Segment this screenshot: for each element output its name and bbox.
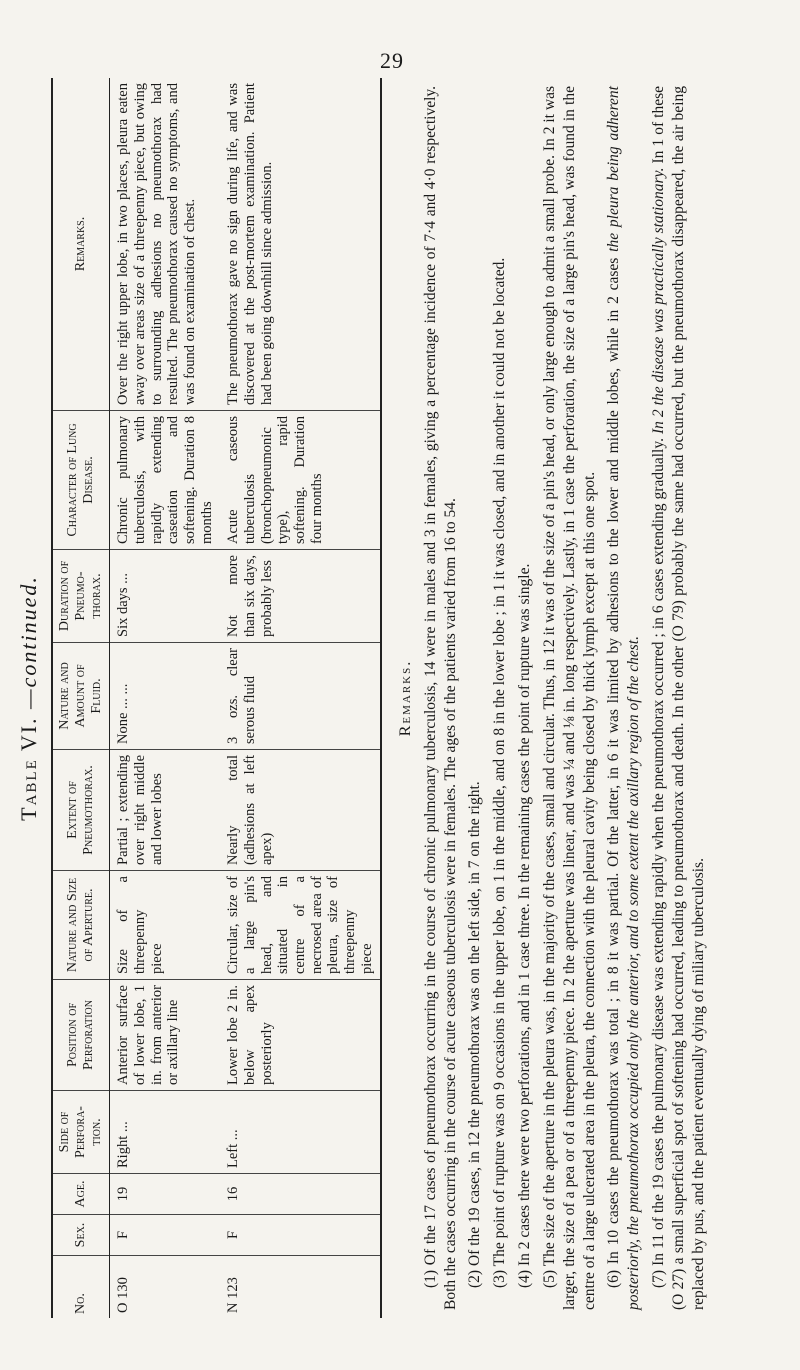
remark-7-italic: In 2 the disease was practically stationary. [650, 167, 668, 435]
cell-remarks: Over the right upper lobe, in two places, pleura eaten away over areas size of a threepenny piece, but owing to surrounding adhesions no pneumothorax had resulted. The pneumothorax caused no symptoms, and was found on examination of chest. [110, 78, 221, 411]
table-title [15, 68, 43, 1328]
cell-side: Right ... [110, 1091, 221, 1174]
cell-extent: Partial ; extending over right middle and lower lobes [110, 750, 221, 871]
header-sex: Sex. [52, 1215, 110, 1256]
cell-fluid: None ... ... [110, 643, 221, 750]
cell-sex: F [220, 1215, 381, 1256]
cell-remarks: The pneumothorax gave no sign during life, and was discovered at the post-mortem examination. Patient had been going downhill since admission. [220, 78, 381, 411]
header-fluid: Nature and Amount of Fluid. [52, 643, 110, 750]
table-row [220, 78, 381, 1318]
remark-7-text: (7) In 11 of the 19 cases the pulmonary disease was extending rapidly when the pneumothorax occurred ; in 6 cases extending gradually. [650, 434, 668, 1288]
remark-paragraph-4: (4) In 2 cases there were two perforations, and in 1 case three. In the remaining cases the point of rupture was single. [516, 563, 534, 1288]
header-age: Age. [52, 1174, 110, 1215]
header-remarks: Remarks. [52, 78, 110, 411]
remark-paragraph-2: (2) Of the 19 cases, in 12 the pneumothorax was on the left side, in 7 on the right. [466, 781, 484, 1288]
table-title-text: Table VI. [16, 716, 41, 821]
cell-position: Anterior surface of lower lobe, 1 in. from anterior or axillary line [110, 980, 221, 1091]
remark-6-italic: the pleura being adherent posteriorly, the pneumothorax occupied only the anterior, and to some extent the axillary region of the chest. [605, 86, 643, 1310]
cell-character: Acute caseous tuberculosis (bronchopneumonic type), rapid softening. Duration four months [220, 411, 381, 550]
cell-age: 19 [110, 1174, 221, 1215]
header-extent: Extent of Pneumothorax. [52, 750, 110, 871]
cell-age: 16 [220, 1174, 381, 1215]
cell-sex: F [110, 1215, 221, 1256]
header-position: Position of Perforation [52, 980, 110, 1091]
remark-paragraph-7 [649, 86, 708, 1310]
rotated-content [15, 68, 755, 1328]
table-title-continued: —continued. [16, 575, 41, 709]
cell-extent: Nearly total (adhesions at left apex) [220, 750, 381, 871]
header-side: Side of Perfora-tion. [52, 1091, 110, 1174]
remark-paragraph-6 [604, 86, 644, 1310]
remark-paragraph-5: (5) The size of the aperture in the pleura was, in the majority of the cases, small and circular. Thus, in 12 it was of the size of a pin's head, or only large enough to admit a small probe. In 2 it was larger, the size of a pea or of a threepenny piece. In 2 the aperture was linear, and was ¼ and ⅛ in. long respectively. Lastly, in 1 case the perforation, the size of a large pin's head, was found in the centre of a large ulcerated area in the pleura, the connection with the pleural cavity being closed by thick lymph except at this one spot. [540, 86, 598, 1310]
header-no: No. [52, 1256, 110, 1319]
page-number: 29 [380, 48, 404, 73]
header-aperture: Nature and Size of Aperture. [52, 871, 110, 980]
cell-no: O 130 [115, 1277, 132, 1313]
table-row [110, 78, 221, 1318]
cell-aperture: Size of a threepenny piece [110, 871, 221, 980]
header-duration: Duration of Pneumo-thorax. [52, 550, 110, 643]
cell-duration: Six days ... [110, 550, 221, 643]
remark-7-text-end: In 1 of these (O 27) a small superficial spot of softening had occurred, leading to pneumothorax and death. In the other (O 79) probably the same had occurred, but the pneumothorax disappeared, the air being replaced by pus, and the patient eventually dying of miliary tuberculosis. [650, 86, 707, 1310]
remark-6-text: (6) In 10 cases the pneumothorax was total ; in 8 it was partial. Of the latter, in 6 it was limited by adhesions to the lower and middle lobes, while in 2 cases [605, 251, 623, 1288]
table-vi [51, 78, 382, 1318]
remarks-section [396, 86, 708, 1310]
table-header-row [52, 78, 110, 1318]
cell-fluid: 3 ozs. clear serous fluid [220, 643, 381, 750]
cell-side: Left ... [220, 1091, 381, 1174]
header-character: Character of Lung Disease. [52, 411, 110, 550]
cell-position: Lower lobe 2 in. below apex posteriorly [220, 980, 381, 1091]
remark-paragraph-3: (3) The point of rupture was on 9 occasions in the upper lobe, on 1 in the middle, and on 8 in the lower lobe ; in 1 it was closed, and in another it could not be located. [491, 257, 509, 1288]
remark-paragraph-1: (1) Of the 17 cases of pneumothorax occurring in the course of chronic pulmonary tuberculosis, 14 were in males and 3 in females, giving a percentage incidence of 7·4 and 4·0 respectively. Both the cases occurring in the course of acute caseous tuberculosis were in females. The ages of the patients varied from 16 to 54. [421, 86, 459, 1310]
cell-aperture: Circular, size of a large pin's head, and situated in centre of a necrosed area of pleura, size of threepenny piece [220, 871, 381, 980]
cell-character: Chronic pulmonary tuberculosis, with rapidly extending caseation and softening. Duration 8 months [110, 411, 221, 550]
cell-no: N 123 [220, 1256, 381, 1319]
cell-duration: Not more than six days, probably less [220, 550, 381, 643]
remarks-heading: Remarks. [397, 659, 415, 737]
